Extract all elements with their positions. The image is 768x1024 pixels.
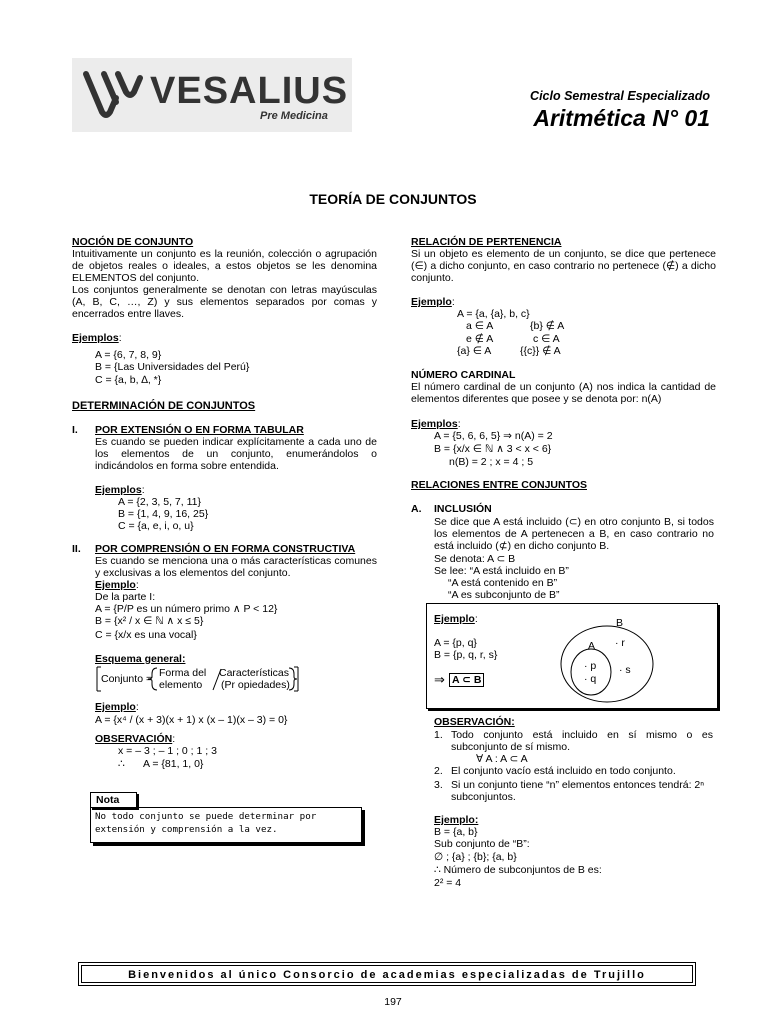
example-line: A = {x⁴ / (x + 3)(x + 1) x (x – 1)(x – 3) = 0} bbox=[95, 714, 288, 726]
section-number: A. bbox=[411, 503, 422, 515]
example-line: a ∈ A bbox=[466, 320, 494, 332]
nocion-heading: NOCIÓN DE CONJUNTO bbox=[72, 236, 194, 248]
observacion-item-1: Todo conjunto está incluido en sí mismo o es subconjunto de sí mismo. bbox=[451, 729, 713, 754]
esquema-label: Esquema general: bbox=[95, 653, 186, 665]
cardinal-text: El número cardinal de un conjunto (A) nos indica la cantidad de elementos diferentes que posee y se denota por: n(A) bbox=[411, 381, 716, 406]
example-line: De la parte I: bbox=[95, 591, 156, 603]
example-line: n(B) = 2 ; x = 4 ; 5 bbox=[449, 456, 534, 468]
esquema-propiedades: (Pr opiedades) bbox=[221, 679, 290, 691]
determinacion-heading: DETERMINACIÓN DE CONJUNTOS bbox=[72, 400, 256, 412]
ejemplos-label: Ejemplos: bbox=[72, 332, 122, 344]
nocion-text: Intuitivamente un conjunto es la reunión, colección o agrupación de objetos reales o ideales, a estos objetos se les denomina ELEMENTOS del conjunto. bbox=[72, 248, 377, 285]
extension-examples-label: Ejemplos: bbox=[95, 484, 145, 496]
page-number: 197 bbox=[384, 996, 402, 1008]
nota-box: No todo conjunto se puede determinar por extensión y comprensión a la vez. bbox=[90, 807, 362, 843]
extension-heading: POR EXTENSIÓN O EN FORMA TABULAR bbox=[95, 424, 304, 436]
example-line: B = {Las Universidades del Perú} bbox=[95, 361, 250, 373]
vesalius-logo-icon bbox=[82, 68, 144, 120]
relaciones-heading: RELACIONES ENTRE CONJUNTOS bbox=[411, 479, 587, 491]
observacion-item-3: Si un conjunto tiene “n” elementos entonces tendrá: 2ⁿ subconjuntos. bbox=[451, 779, 705, 804]
example-line: A = {6, 7, 8, 9} bbox=[95, 349, 162, 361]
example-line: {b} ∉ A bbox=[530, 320, 565, 332]
esquema-elemento: elemento bbox=[159, 679, 203, 691]
example-2-label: Ejemplo: bbox=[95, 701, 139, 713]
venn-element-r: · r bbox=[615, 637, 625, 649]
logo-name: VESALIUS bbox=[150, 70, 349, 112]
nocion-text-2: Los conjuntos generalmente se denotan con letras mayúsculas (A, B, C, …, Z) y sus elementos separados por comas y encerrados entre llaves. bbox=[72, 284, 377, 321]
nota-tag: Nota bbox=[90, 792, 137, 808]
section-number: II. bbox=[72, 543, 81, 555]
venn-set-b bbox=[561, 626, 653, 702]
observacion-item-2: El conjunto vacío está incluido en todo conjunto. bbox=[451, 765, 676, 777]
example-line: A = {2, 3, 5, 7, 11} bbox=[118, 496, 202, 508]
observacion-heading: OBSERVACIÓN: bbox=[434, 716, 515, 728]
subconjunto-example-label: Ejemplo: bbox=[434, 814, 479, 826]
example-line: C = {x/x es una vocal} bbox=[95, 629, 197, 641]
example-line: e ∉ A bbox=[466, 333, 494, 345]
example-line: {a} ∈ A bbox=[457, 345, 492, 357]
list-number: 2. bbox=[434, 765, 443, 777]
box-example-label: Ejemplo: bbox=[434, 613, 478, 625]
inclusion-heading: INCLUSIÓN bbox=[434, 503, 492, 515]
esquema-forma: Forma del bbox=[159, 667, 207, 679]
venn-element-q: · q bbox=[584, 673, 597, 685]
footer-banner bbox=[78, 962, 696, 986]
box-result: A ⊂ B bbox=[449, 673, 484, 687]
esquema-caracteristicas: Características bbox=[219, 667, 290, 679]
observacion-item-1b: ∀ A : A ⊂ A bbox=[476, 753, 528, 765]
list-number: 1. bbox=[434, 729, 443, 741]
extension-text: Es cuando se pueden indicar explícitamente a cada uno de los elementos de un conjunto, enumerándolos o indicándolos en forma sobre entendida. bbox=[95, 436, 377, 473]
page-title: TEORÍA DE CONJUNTOS bbox=[309, 191, 477, 207]
inclusion-denota: Se denota: A ⊂ B bbox=[434, 553, 516, 565]
esquema-conjunto: Conjunto = bbox=[101, 673, 153, 685]
example-line: 2² = 4 bbox=[434, 877, 462, 889]
venn-element-s: · s bbox=[619, 664, 631, 676]
footer-text: Bienvenidos al único Consorcio de academias especializadas de Trujillo bbox=[81, 965, 693, 983]
venn-label-a: A bbox=[588, 640, 596, 652]
implies-icon: ⇒ bbox=[434, 672, 445, 687]
example-line: Sub conjunto de “B”: bbox=[434, 838, 530, 850]
example-line: C = {a, e, i, o, u} bbox=[118, 520, 194, 532]
inclusion-text: Se dice que A está incluido (⊂) en otro conjunto B, si todos los elementos de A pertenecen a B, en caso contrario no está incluido (⊄) en dicho conjunto B. bbox=[434, 516, 714, 553]
example-line: A = {P/P es un número primo ∧ P < 12} bbox=[95, 603, 278, 615]
example-line: A = {5, 6, 6, 5} ⇒ n(A) = 2 bbox=[434, 430, 553, 442]
pertenencia-heading: RELACIÓN DE PERTENENCIA bbox=[411, 236, 562, 248]
venn-diagram bbox=[557, 614, 657, 704]
comprension-heading: POR COMPRENSIÓN O EN FORMA CONSTRUCTIVA bbox=[95, 543, 356, 555]
section-number: I. bbox=[72, 424, 78, 436]
list-number: 3. bbox=[434, 779, 443, 791]
logo-subtitle: Pre Medicina bbox=[260, 110, 328, 122]
comprension-example-label: Ejemplo: bbox=[95, 579, 139, 591]
example-line: ∴ Número de subconjuntos de B es: bbox=[434, 864, 602, 876]
venn-element-p: · p bbox=[584, 660, 597, 672]
course-title: Aritmética N° 01 bbox=[533, 105, 710, 131]
cycle-label: Ciclo Semestral Especializado bbox=[530, 89, 710, 103]
observacion-label: OBSERVACIÓN: bbox=[95, 733, 176, 745]
example-line: c ∈ A bbox=[533, 333, 560, 345]
inclusion-lee-2: “A está contenido en B” bbox=[448, 577, 558, 589]
example-line: B = {x² / x ∈ ℕ ∧ x ≤ 5} bbox=[95, 615, 204, 627]
inclusion-lee-3: “A es subconjunto de B” bbox=[448, 589, 560, 601]
inclusion-lee: Se lee: “A está incluido en B” bbox=[434, 565, 569, 577]
pertenencia-example-label: Ejemplo: bbox=[411, 296, 455, 308]
example-line: A = {p, q} bbox=[434, 637, 477, 649]
cardinal-example-label: Ejemplos: bbox=[411, 418, 461, 430]
example-line: C = {a, b, ∆, *} bbox=[95, 374, 162, 386]
example-line: B = {1, 4, 9, 16, 25} bbox=[118, 508, 209, 520]
inclusion-example-box bbox=[426, 603, 718, 709]
pertenencia-text: Si un objeto es elemento de un conjunto, se dice que pertenece (∈) a dicho conjunto, en caso contrario no pertenece (∉) a dicho conjunto. bbox=[411, 248, 716, 285]
venn-label-b: B bbox=[616, 617, 624, 629]
observacion-line: x = – 3 ; – 1 ; 0 ; 1 ; 3 bbox=[118, 745, 217, 757]
esquema-general-box bbox=[95, 666, 300, 692]
example-line: {{c}} ∉ A bbox=[520, 345, 561, 357]
example-line: ∅ ; {a} ; {b}; {a, b} bbox=[434, 851, 517, 863]
observacion-line: A = {81, 1, 0} bbox=[143, 758, 204, 770]
example-line: B = {p, q, r, s} bbox=[434, 649, 498, 661]
therefore-icon: ∴ bbox=[118, 758, 125, 770]
comprension-text: Es cuando se menciona una o más características comunes y exclusivas a los elementos del conjunto. bbox=[95, 555, 377, 580]
example-line: B = {a, b} bbox=[434, 826, 478, 838]
example-line: B = {x/x ∈ ℕ ∧ 3 < x < 6} bbox=[434, 443, 552, 455]
cardinal-heading: NÚMERO CARDINAL bbox=[411, 369, 516, 381]
example-line: A = {a, {a}, b, c} bbox=[457, 308, 530, 320]
